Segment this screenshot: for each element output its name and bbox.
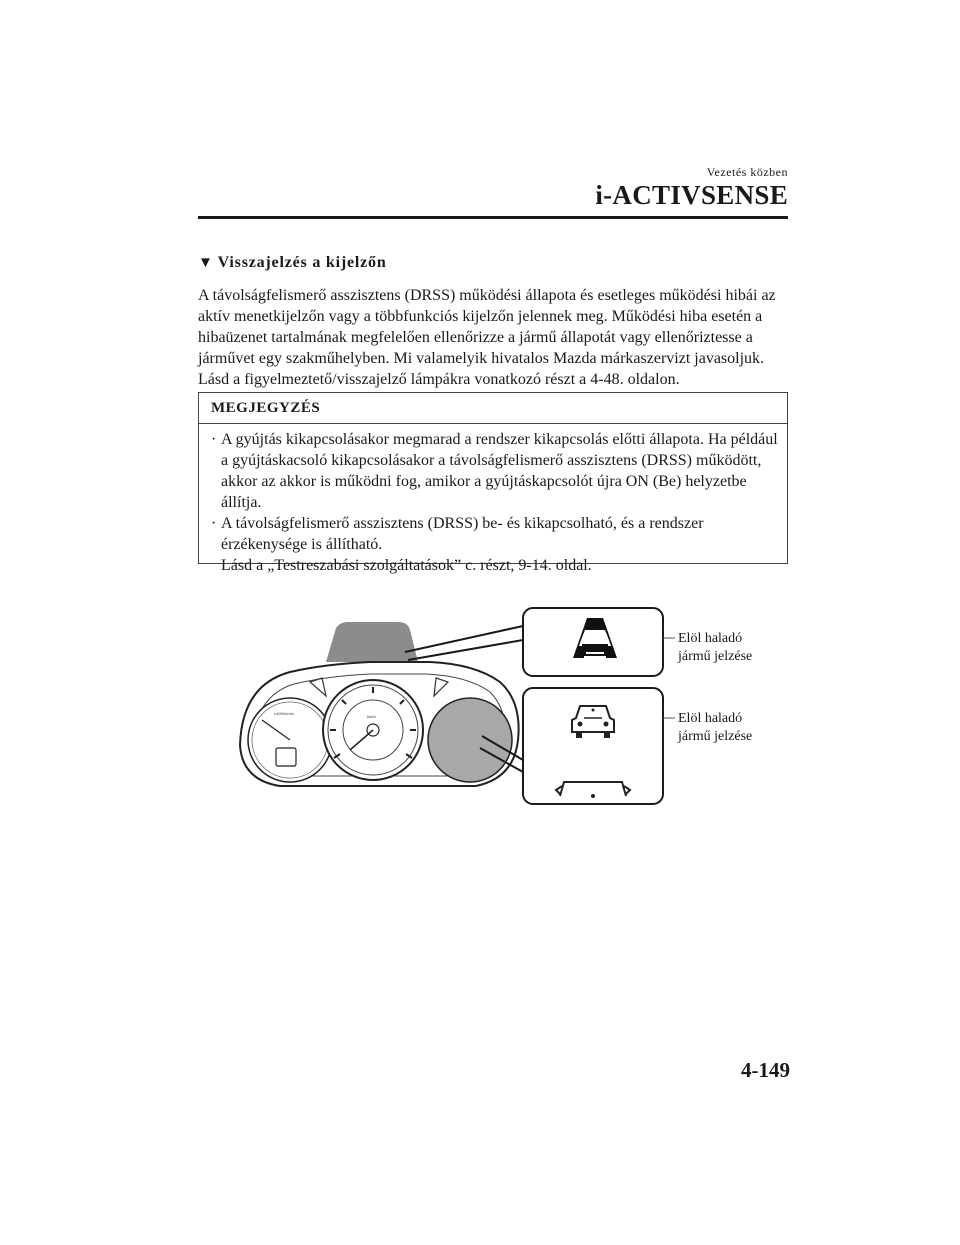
figure-label-line: Elöl haladó xyxy=(678,631,743,646)
figure-label-line: jármű jelzése xyxy=(678,729,753,744)
note-divider xyxy=(199,423,787,424)
bullet-icon: · xyxy=(211,515,217,532)
note-line: Lásd a „Testreszabási szolgáltatások” c. részt, 9-14. oldal. xyxy=(221,557,592,574)
figure-label-bottom xyxy=(678,710,752,746)
note-box xyxy=(198,392,788,574)
multi-information-display xyxy=(428,698,512,782)
note-line: érzékenysége is állítható. xyxy=(221,536,383,553)
page-number: 4-149 xyxy=(741,1058,790,1082)
body-line: A távolságfelismerő asszisztens (DRSS) működési állapota és esetleges működési hibái az xyxy=(198,287,776,304)
note-line: akkor az akkor is működni fog, amikor a gyújtáskapcsolót újra ON (Be) helyzetbe xyxy=(221,473,747,490)
triangle-marker-icon: ▼ xyxy=(198,255,214,271)
note-item xyxy=(211,429,781,513)
body-line: járművet egy szakműhelyben. Mi valamelyik hivatalos Mazda márkaszervizt javasoljuk. xyxy=(198,350,765,367)
active-driving-display xyxy=(326,622,418,662)
pointer-line-top-2 xyxy=(408,640,523,660)
note-line: A gyújtás kikapcsolásakor megmarad a rendszer kikapcsolás előtti állapota. Ha például xyxy=(221,431,778,448)
svg-text:x1000r/min: x1000r/min xyxy=(274,711,294,716)
note-title: MEGJEGYZÉS xyxy=(211,400,321,416)
speedometer-dial xyxy=(323,680,423,780)
figure-label-line: jármű jelzése xyxy=(678,649,753,664)
note-line: a gyújtáskacsoló kikapcsolásakor a távolságfelismerő asszisztens (DRSS) működött, xyxy=(221,452,762,469)
body-line: Lásd a figyelmeztető/visszajelző lámpákra vonatkozó részt a 4-48. oldalon. xyxy=(198,371,680,388)
svg-text:km/h: km/h xyxy=(367,714,376,719)
body-line: aktív menetkijelzőn vagy a többfunkciós kijelzőn jelennek meg. Működési hiba esetén a xyxy=(198,308,763,325)
subsection-heading-text: Visszajelzés a kijelzőn xyxy=(217,254,387,271)
subsection-heading xyxy=(198,254,387,272)
section-header: Vezetés közben xyxy=(706,165,788,179)
note-line: állítja. xyxy=(221,494,262,511)
bullet-icon: · xyxy=(211,431,217,448)
figure-label-top xyxy=(678,630,752,666)
body-line: hibaüzenet tartalmának megfelelően ellenőrizze a jármű állapotát vagy ellenőriztesse a xyxy=(198,329,753,346)
tachometer-dial xyxy=(248,698,332,782)
note-list xyxy=(211,429,781,576)
note-line: A távolságfelismerő asszisztens (DRSS) be- és kikapcsolható, és a rendszer xyxy=(221,515,704,532)
note-item xyxy=(211,513,781,576)
instrument-cluster-figure xyxy=(230,600,760,815)
figure-label-line: Elöl haladó xyxy=(678,711,743,726)
page-title: i-ACTIVSENSE xyxy=(595,180,788,210)
pointer-line-top xyxy=(405,626,523,652)
body-paragraph xyxy=(198,285,790,390)
header-divider xyxy=(198,216,788,219)
